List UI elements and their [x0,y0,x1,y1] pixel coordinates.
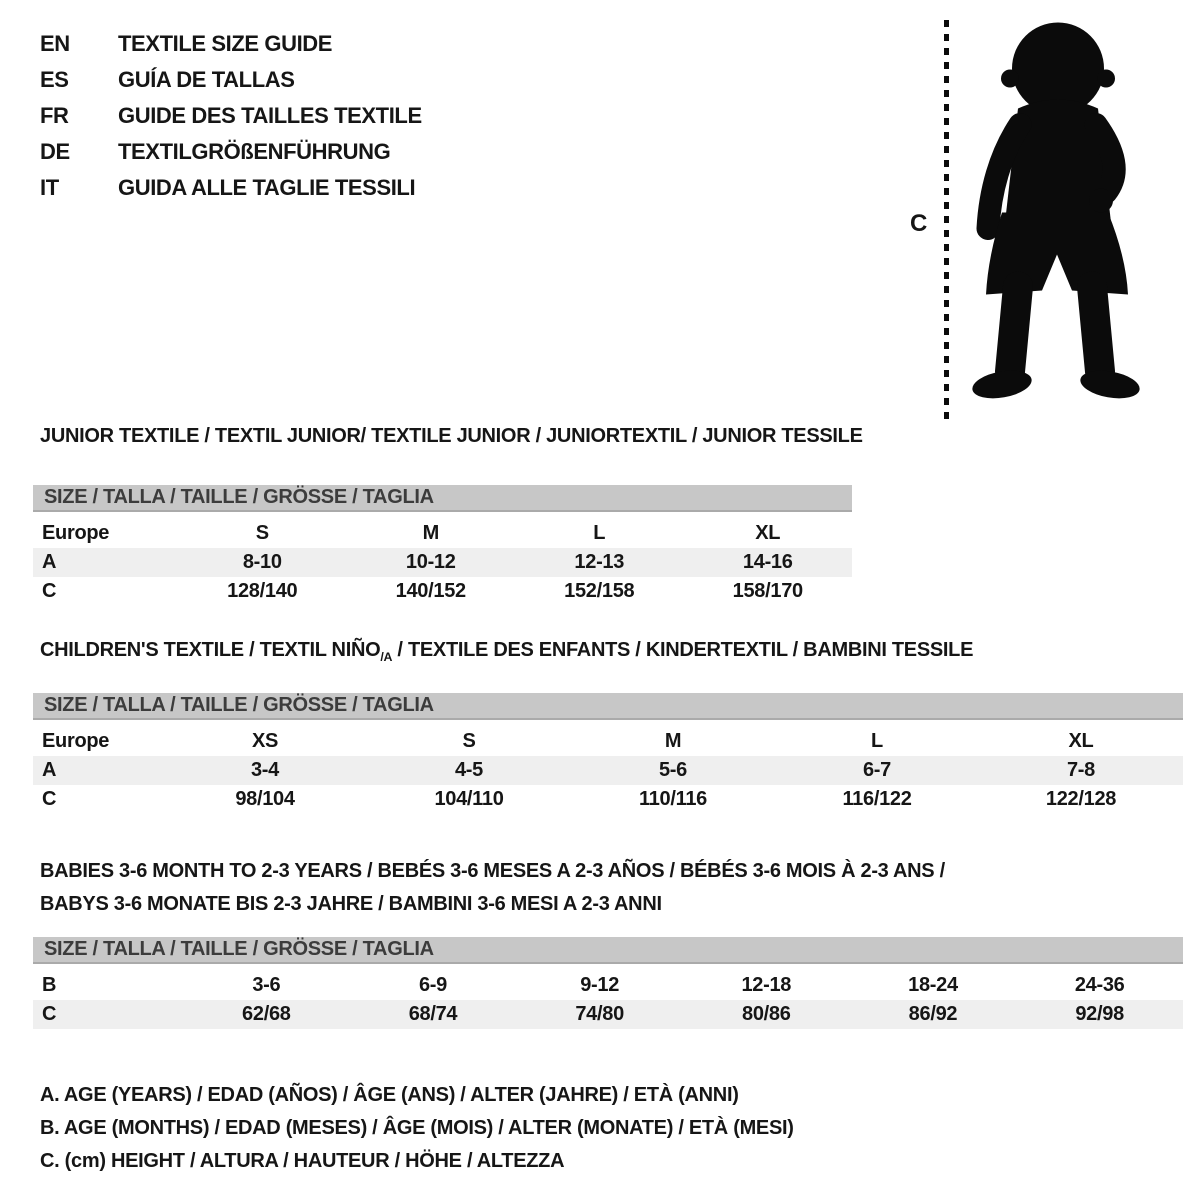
language-row-fr [40,98,422,134]
row-label: C [42,580,57,602]
table-cell: 68/74 [408,1003,458,1025]
language-row-es [40,62,422,98]
language-code: ES [40,67,69,92]
table-cell: 80/86 [742,1003,791,1025]
table-cell: 14-16 [742,551,793,573]
children-heading-sub: /A [380,650,393,664]
language-code: EN [40,31,70,56]
size-header-label: SIZE / TALLA / TAILLE / GRÖSSE / TAGLIA [44,938,434,960]
row-label: Europe [42,522,110,544]
table-cell: 18-24 [908,974,958,996]
section-junior [33,424,1183,606]
table-cell: 74/80 [575,1003,624,1025]
table-cell: M [422,522,439,544]
table-cell: 92/98 [1075,1003,1124,1025]
guide-title: TEXTILE SIZE GUIDE [118,31,333,56]
table-cell: 5-6 [658,759,687,781]
table-cell: 3-4 [250,759,279,781]
table-row [33,785,1183,814]
table-cell: 7-8 [1066,759,1095,781]
table-cell: L [593,522,606,544]
table-cell: 62/68 [242,1003,291,1025]
table-cell: 12-18 [741,974,792,996]
table-cell: 128/140 [227,580,298,602]
size-tables [33,424,1183,1178]
legend-line-c: C. (cm) HEIGHT / ALTURA / HAUTEUR / HÖHE / ALTEZZA [40,1150,565,1172]
row-label: C [42,1003,57,1025]
children-heading-suffix: / TEXTILE DES ENFANTS / KINDERTEXTIL / BAMBINI TESSILE [392,639,974,661]
babies-size-header [33,937,1183,964]
table-row [33,727,1183,756]
junior-size-table [33,519,852,606]
table-cell: XL [755,522,781,544]
legend-line-a: A. AGE (YEARS) / EDAD (AÑOS) / ÂGE (ANS) / ALTER (JAHRE) / ETÀ (ANNI) [40,1084,739,1106]
table-cell: 110/116 [639,788,707,810]
table-cell: 10-12 [405,551,456,573]
language-row-en [40,26,422,62]
baby-silhouette-icon [960,14,1150,419]
table-cell: 122/128 [1045,788,1117,810]
table-cell: 140/152 [395,580,466,602]
table-row [33,756,1183,785]
language-row-de [40,134,422,170]
table-cell: 3-6 [252,974,281,996]
size-header-label: SIZE / TALLA / TAILLE / GRÖSSE / TAGLIA [44,486,434,508]
babies-heading-line1: BABIES 3-6 MONTH TO 2-3 YEARS / BEBÉS 3-6 MESES A 2-3 AÑOS / BÉBÉS 3-6 MOIS À 2-3 ANS / [40,860,945,882]
table-cell: S [462,730,476,752]
table-cell: 12-13 [574,551,625,573]
table-cell: M [664,730,682,752]
children-size-table [33,727,1183,814]
children-size-header [33,693,1183,720]
section-babies [33,855,1183,1029]
row-label: C [42,788,57,810]
table-cell: 152/158 [564,580,635,602]
language-code: FR [40,103,69,128]
children-heading-prefix: CHILDREN'S TEXTILE / TEXTIL NIÑO [40,639,381,661]
row-label: B [42,974,57,996]
measure-legend [33,1079,1183,1178]
table-cell: 158/170 [732,580,803,602]
table-cell: 98/104 [235,788,295,810]
language-code: IT [40,175,59,200]
table-row [33,548,852,577]
legend-line-b: B. AGE (MONTHS) / EDAD (MESES) / ÂGE (MOIS) / ALTER (MONATE) / ETÀ (MESI) [40,1117,794,1139]
table-cell: 86/92 [908,1003,958,1025]
table-cell: 8-10 [242,551,282,573]
table-row [33,577,852,606]
height-measure-figure [898,12,1173,424]
language-title-list [40,26,422,206]
children-heading [40,638,1183,670]
babies-size-table [33,971,1183,1029]
language-row-it [40,170,422,206]
table-cell: 6-7 [862,759,891,781]
guide-title: GUIDA ALLE TAGLIE TESSILI [118,175,416,200]
measure-c-label: C [910,210,928,237]
table-row [33,519,852,548]
junior-table-wrap [33,485,852,606]
row-label: A [42,759,57,781]
section-children [33,638,1183,814]
table-cell: XL [1068,730,1094,752]
junior-heading: JUNIOR TEXTILE / TEXTIL JUNIOR/ TEXTILE JUNIOR / JUNIORTEXTIL / JUNIOR TESSILE [40,425,863,447]
junior-size-header [33,485,852,512]
height-dashed-line [944,20,949,420]
table-row [33,971,1183,1000]
table-row [33,1000,1183,1029]
table-cell: 4-5 [454,759,483,781]
guide-title: GUIDE DES TAILLES TEXTILE [118,103,422,128]
table-cell: L [871,730,883,752]
table-cell: XS [251,730,279,752]
row-label: Europe [42,730,110,752]
guide-title: TEXTILGRÖßENFÜHRUNG [118,139,391,164]
babies-heading-line2: BABYS 3-6 MONATE BIS 2-3 JAHRE / BAMBINI 3-6 MESI A 2-3 ANNI [40,893,662,915]
language-code: DE [40,139,70,164]
guide-title: GUÍA DE TALLAS [118,67,295,92]
table-cell: 9-12 [580,974,620,996]
babies-heading [40,855,1183,921]
size-header-label: SIZE / TALLA / TAILLE / GRÖSSE / TAGLIA [44,694,434,716]
row-label: A [42,551,57,573]
table-cell: 6-9 [418,974,447,996]
table-cell: S [255,522,269,544]
table-cell: 116/122 [842,788,912,810]
table-cell: 24-36 [1074,974,1125,996]
table-cell: 104/110 [434,788,504,810]
